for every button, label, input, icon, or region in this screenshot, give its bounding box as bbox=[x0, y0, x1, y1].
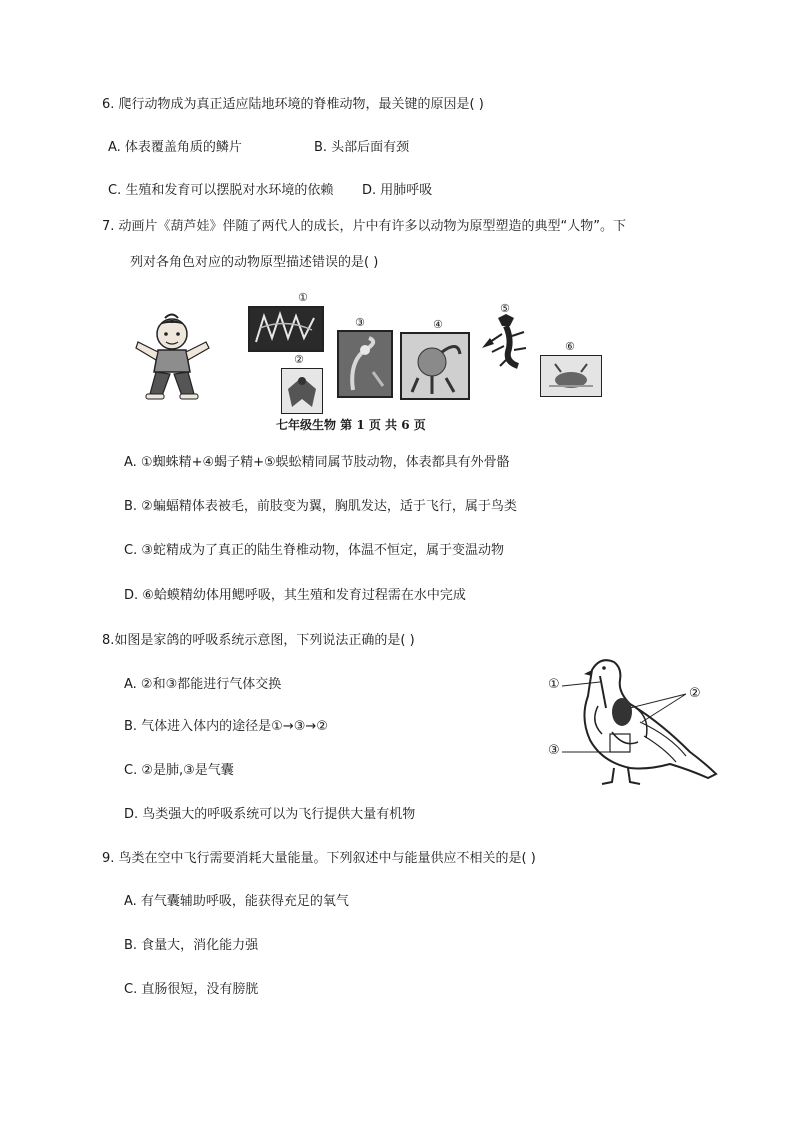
calabash-kid-illustration bbox=[132, 312, 212, 402]
label-2: ② bbox=[294, 353, 304, 366]
q7-option-a: A. ①蜘蛛精+④蝎子精+⑤蜈蚣精同属节肢动物，体表都具有外骨骼 bbox=[124, 455, 510, 470]
spider-illustration bbox=[250, 308, 322, 350]
bat-image bbox=[281, 368, 323, 414]
scorpion-illustration bbox=[402, 334, 468, 398]
q7-option-b: B. ②蝙蝠精体表被毛，前肢变为翼，胸肌发达，适于飞行，属于鸟类 bbox=[124, 499, 517, 514]
q9-stem: 9. 鸟类在空中飞行需要消耗大量能量。下列叙述中与能量供应不相关的是( ) bbox=[102, 851, 536, 866]
q7-option-d: D. ⑥蛤蟆精幼体用鳃呼吸，其生殖和发育过程需在水中完成 bbox=[124, 588, 466, 603]
snake-illustration bbox=[339, 332, 391, 396]
toad-illustration bbox=[541, 356, 601, 396]
label-5: ⑤ bbox=[500, 302, 510, 315]
centipede-illustration bbox=[478, 312, 534, 370]
pigeon-label-3: ③ bbox=[548, 743, 560, 758]
label-6: ⑥ bbox=[565, 340, 575, 353]
q8-option-b: B. 气体进入体内的途径是①→③→② bbox=[124, 719, 328, 734]
q8-option-c: C. ②是肺,③是气囊 bbox=[124, 763, 234, 778]
q9-option-b: B. 食量大，消化能力强 bbox=[124, 938, 259, 953]
spider-image bbox=[248, 306, 324, 352]
q6-option-d: D. 用肺呼吸 bbox=[362, 183, 433, 198]
label-1: ① bbox=[298, 291, 308, 304]
bat-illustration bbox=[282, 369, 322, 413]
q6-option-a: A. 体表覆盖角质的鳞片 bbox=[108, 140, 242, 155]
q8-stem: 8.如图是家鸽的呼吸系统示意图，下列说法正确的是( ) bbox=[102, 633, 415, 648]
page-footer: 七年级生物 第 1 页 共 6 页 bbox=[276, 418, 426, 432]
q6-option-b: B. 头部后面有颈 bbox=[314, 140, 410, 155]
q9-option-c: C. 直肠很短，没有膀胱 bbox=[124, 982, 259, 997]
q7-stem-line1: 7. 动画片《葫芦娃》伴随了两代人的成长，片中有许多以动物为原型塑造的典型“人物”。下 bbox=[102, 219, 627, 234]
pigeon-label-2: ② bbox=[689, 686, 701, 701]
label-4: ④ bbox=[433, 318, 443, 331]
q7-option-c: C. ③蛇精成为了真正的陆生脊椎动物，体温不恒定，属于变温动物 bbox=[124, 543, 504, 558]
q8-option-a: A. ②和③都能进行气体交换 bbox=[124, 677, 282, 692]
pigeon-illustration bbox=[540, 652, 722, 792]
q9-option-a: A. 有气囊辅助呼吸，能获得充足的氧气 bbox=[124, 894, 349, 909]
pigeon-label-1: ① bbox=[548, 677, 560, 692]
q6-stem: 6. 爬行动物成为真正适应陆地环境的脊椎动物，最关键的原因是( ) bbox=[102, 97, 484, 112]
label-3: ③ bbox=[355, 316, 365, 329]
q8-option-d: D. 鸟类强大的呼吸系统可以为飞行提供大量有机物 bbox=[124, 807, 416, 822]
q7-stem-line2: 列对各角色对应的动物原型描述错误的是( ) bbox=[130, 255, 379, 270]
scorpion-image bbox=[400, 332, 470, 400]
q6-option-c: C. 生殖和发育可以摆脱对水环境的依赖 bbox=[108, 183, 334, 198]
snake-image bbox=[337, 330, 393, 398]
toad-image bbox=[540, 355, 602, 397]
